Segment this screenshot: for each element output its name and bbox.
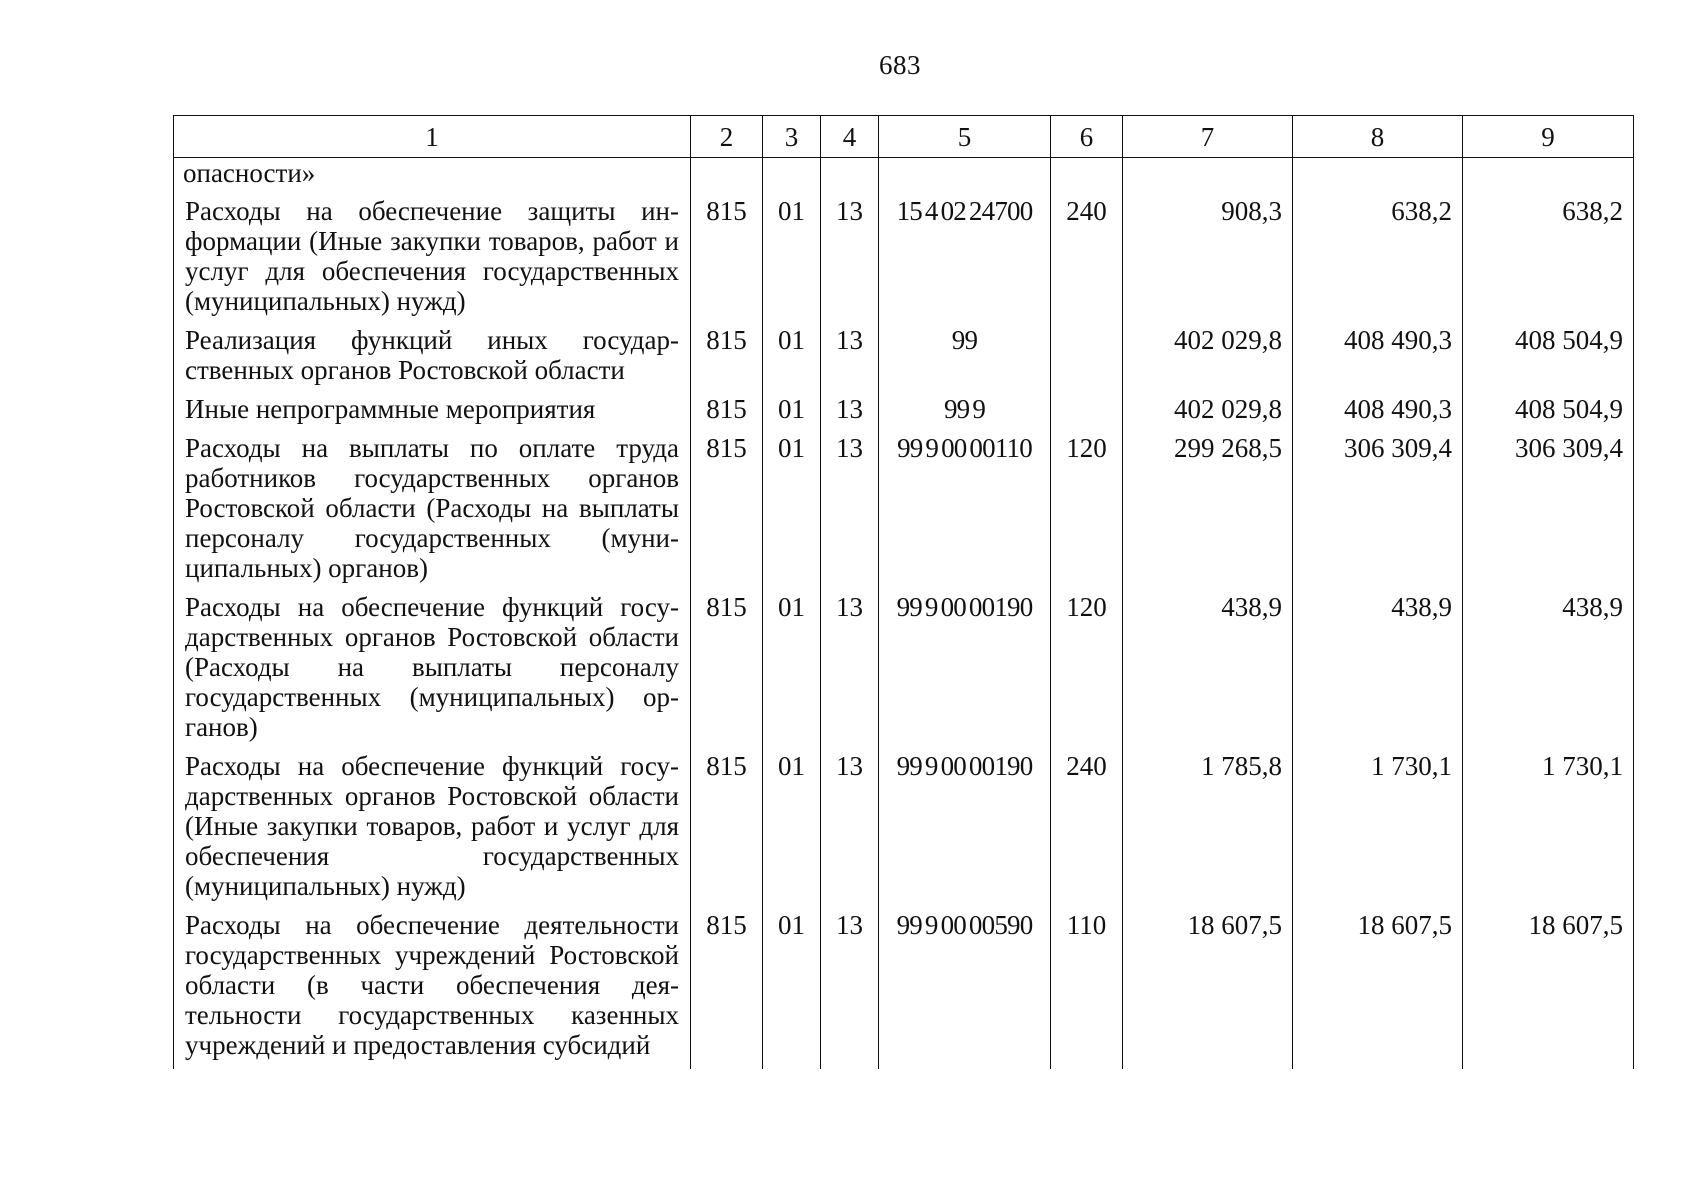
column-header-7: 7 xyxy=(1123,116,1293,158)
empty-cell xyxy=(1293,158,1463,197)
amount-cell-2: 1 730,1 xyxy=(1293,751,1463,910)
column-header-1: 1 xyxy=(174,116,691,158)
ministry-cell: 815 xyxy=(691,751,763,910)
table-row xyxy=(174,196,1634,325)
expense-type-cell: 120 xyxy=(1051,433,1123,592)
amount-cell-2: 438,9 xyxy=(1293,592,1463,751)
subsection-cell: 13 xyxy=(821,910,879,1069)
expense-type-cell: 240 xyxy=(1051,196,1123,325)
column-header-4: 4 xyxy=(821,116,879,158)
empty-cell xyxy=(763,158,821,197)
amount-cell-1: 402 029,8 xyxy=(1123,394,1293,433)
column-header-6: 6 xyxy=(1051,116,1123,158)
ministry-cell: 815 xyxy=(691,592,763,751)
target-article-cell: 99 9 xyxy=(879,394,1051,433)
table-row xyxy=(174,910,1634,1069)
header-row xyxy=(174,116,1634,158)
description-cell: опасности» xyxy=(174,158,691,197)
section-cell: 01 xyxy=(763,325,821,394)
ministry-cell: 815 xyxy=(691,394,763,433)
column-header-8: 8 xyxy=(1293,116,1463,158)
amount-cell-2: 638,2 xyxy=(1293,196,1463,325)
amount-cell-3: 1 730,1 xyxy=(1463,751,1634,910)
target-article-cell: 99 9 00 00190 xyxy=(879,592,1051,751)
expense-type-cell: 240 xyxy=(1051,751,1123,910)
description-cell: Расходы на обеспечение функций государственных органов Ростовской области (Иные закупки товаров, работ и услуг для обеспечения государственных (муниципальных) нужд) xyxy=(174,751,691,910)
budget-table xyxy=(173,115,1634,1069)
empty-cell xyxy=(1123,158,1293,197)
expense-type-cell xyxy=(1051,325,1123,394)
section-cell: 01 xyxy=(763,433,821,592)
subsection-cell: 13 xyxy=(821,751,879,910)
continuation-row xyxy=(174,158,1634,197)
amount-cell-3: 18 607,5 xyxy=(1463,910,1634,1069)
table-row xyxy=(174,433,1634,592)
table-header xyxy=(174,116,1634,158)
section-cell: 01 xyxy=(763,394,821,433)
amount-cell-3: 408 504,9 xyxy=(1463,325,1634,394)
amount-cell-2: 408 490,3 xyxy=(1293,325,1463,394)
section-cell: 01 xyxy=(763,196,821,325)
amount-cell-3: 306 309,4 xyxy=(1463,433,1634,592)
table-row xyxy=(174,592,1634,751)
amount-cell-2: 18 607,5 xyxy=(1293,910,1463,1069)
amount-cell-3: 408 504,9 xyxy=(1463,394,1634,433)
section-cell: 01 xyxy=(763,751,821,910)
amount-cell-1: 402 029,8 xyxy=(1123,325,1293,394)
expense-type-cell: 120 xyxy=(1051,592,1123,751)
target-article-cell: 15 4 02 24700 xyxy=(879,196,1051,325)
ministry-cell: 815 xyxy=(691,910,763,1069)
subsection-cell: 13 xyxy=(821,592,879,751)
amount-cell-2: 408 490,3 xyxy=(1293,394,1463,433)
column-header-9: 9 xyxy=(1463,116,1634,158)
expense-type-cell xyxy=(1051,394,1123,433)
empty-cell xyxy=(691,158,763,197)
amount-cell-1: 1 785,8 xyxy=(1123,751,1293,910)
section-cell: 01 xyxy=(763,592,821,751)
expense-type-cell: 110 xyxy=(1051,910,1123,1069)
empty-cell xyxy=(821,158,879,197)
description-cell: Расходы на обеспечение деятельности государственных учреждений Ростовской области (в части обеспечения деятельности государственных казенных учреждений и предоставления субсидий xyxy=(174,910,691,1069)
ministry-cell: 815 xyxy=(691,433,763,592)
empty-cell xyxy=(1463,158,1634,197)
table-row xyxy=(174,394,1634,433)
target-article-cell: 99 xyxy=(879,325,1051,394)
table-row xyxy=(174,751,1634,910)
column-header-2: 2 xyxy=(691,116,763,158)
section-cell: 01 xyxy=(763,910,821,1069)
table-body xyxy=(174,158,1634,1070)
amount-cell-2: 306 309,4 xyxy=(1293,433,1463,592)
amount-cell-3: 638,2 xyxy=(1463,196,1634,325)
amount-cell-1: 299 268,5 xyxy=(1123,433,1293,592)
subsection-cell: 13 xyxy=(821,325,879,394)
subsection-cell: 13 xyxy=(821,196,879,325)
description-cell: Расходы на обеспечение защиты информации (Иные закупки товаров, работ и услуг для обеспечения государственных (муниципальных) нужд) xyxy=(174,196,691,325)
empty-cell xyxy=(879,158,1051,197)
description-cell: Расходы на выплаты по оплате труда работников государственных органов Ростовской области (Расходы на выплаты персоналу государственных (муниципальных) органов) xyxy=(174,433,691,592)
table-row xyxy=(174,325,1634,394)
amount-cell-3: 438,9 xyxy=(1463,592,1634,751)
amount-cell-1: 908,3 xyxy=(1123,196,1293,325)
subsection-cell: 13 xyxy=(821,433,879,592)
subsection-cell: 13 xyxy=(821,394,879,433)
amount-cell-1: 18 607,5 xyxy=(1123,910,1293,1069)
empty-cell xyxy=(1051,158,1123,197)
description-cell: Реализация функций иных государственных органов Ростовской области xyxy=(174,325,691,394)
description-cell: Расходы на обеспечение функций государственных органов Ростовской области (Расходы на выплаты персоналу государственных (муниципальных) органов) xyxy=(174,592,691,751)
description-cell: Иные непрограммные мероприятия xyxy=(174,394,691,433)
target-article-cell: 99 9 00 00590 xyxy=(879,910,1051,1069)
target-article-cell: 99 9 00 00110 xyxy=(879,433,1051,592)
column-header-5: 5 xyxy=(879,116,1051,158)
column-header-3: 3 xyxy=(763,116,821,158)
target-article-cell: 99 9 00 00190 xyxy=(879,751,1051,910)
ministry-cell: 815 xyxy=(691,196,763,325)
ministry-cell: 815 xyxy=(691,325,763,394)
page-number: 683 xyxy=(879,50,921,80)
amount-cell-1: 438,9 xyxy=(1123,592,1293,751)
